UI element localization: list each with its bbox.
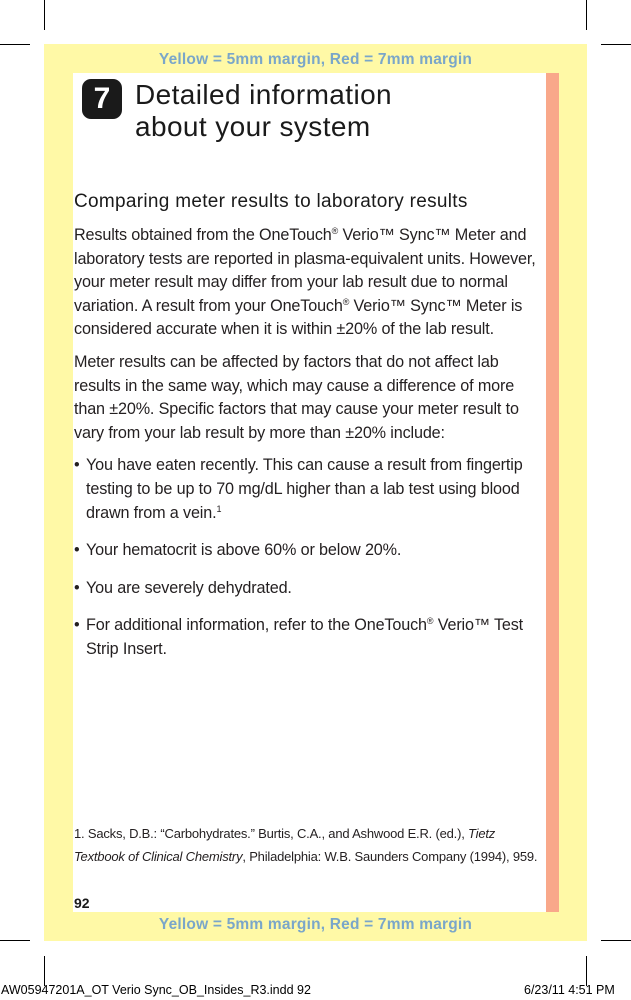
crop-mark xyxy=(586,956,587,986)
paragraph-1: Results obtained from the OneTouch® Verio™ Sync™ Meter and laboratory tests are reported in plasma-equivalent units. However, your meter result may differ from your lab result due to normal variation. A result from your OneTouch® Verio™ Sync™ Meter is considered accurate when it is within ±20% of the lab result. xyxy=(74,226,536,339)
red-margin-guide xyxy=(546,73,559,912)
crop-mark xyxy=(44,956,45,986)
list-item: • You have eaten recently. This can cause a result from fingertip testing to be up to 70 mg/dL higher than a lab test using blood drawn from a vein.$^1$ xyxy=(74,456,523,522)
list-item: • Your hematocrit is above 60% or below 20%. xyxy=(74,541,402,560)
slug-filename: AW05947201A_OT Verio Sync_OB_Insides_R3.indd 92 xyxy=(1,983,311,997)
chapter-title-line1: Detailed information xyxy=(135,79,393,110)
list-item: • You are severely dehydrated. xyxy=(74,578,292,597)
factors-list xyxy=(74,454,540,661)
chapter-title xyxy=(135,79,392,143)
list-item: • For additional information, refer to the OneTouch® Verio™ Test Strip Insert. xyxy=(74,616,524,658)
margin-guide-label-bottom: Yellow = 5mm margin, Red = 7mm margin xyxy=(158,916,473,933)
chapter-title-line2: about your system xyxy=(135,111,371,142)
paragraph-2: Meter results can be affected by factors that do not affect lab results in the same way, which may cause a difference of more than ±20%. Specific factors that may cause your meter result to vary from your lab result by more than ±20% include: xyxy=(74,352,519,442)
crop-mark xyxy=(601,940,631,941)
crop-mark xyxy=(586,0,587,30)
crop-mark xyxy=(601,44,631,45)
section-heading: Comparing meter results to laboratory results xyxy=(74,191,468,212)
chapter-number-badge: 7 xyxy=(82,79,122,119)
section-content xyxy=(74,190,540,676)
footnote: 1. Sacks, D.B.: “Carbohydrates.” Burtis, C.A., and Ashwood E.R. (ed.), Tietz Textbook of Clinical Chemistry, Philadelphia: W.B. Saunders Company (1994), 959. xyxy=(74,826,538,864)
crop-mark xyxy=(0,44,30,45)
slug-datetime: 6/23/11 4:51 PM xyxy=(524,983,615,997)
crop-mark xyxy=(0,940,30,941)
crop-mark xyxy=(44,0,45,30)
margin-guide-label-top: Yellow = 5mm margin, Red = 7mm margin xyxy=(158,51,473,68)
page-number: 92 xyxy=(74,895,90,911)
